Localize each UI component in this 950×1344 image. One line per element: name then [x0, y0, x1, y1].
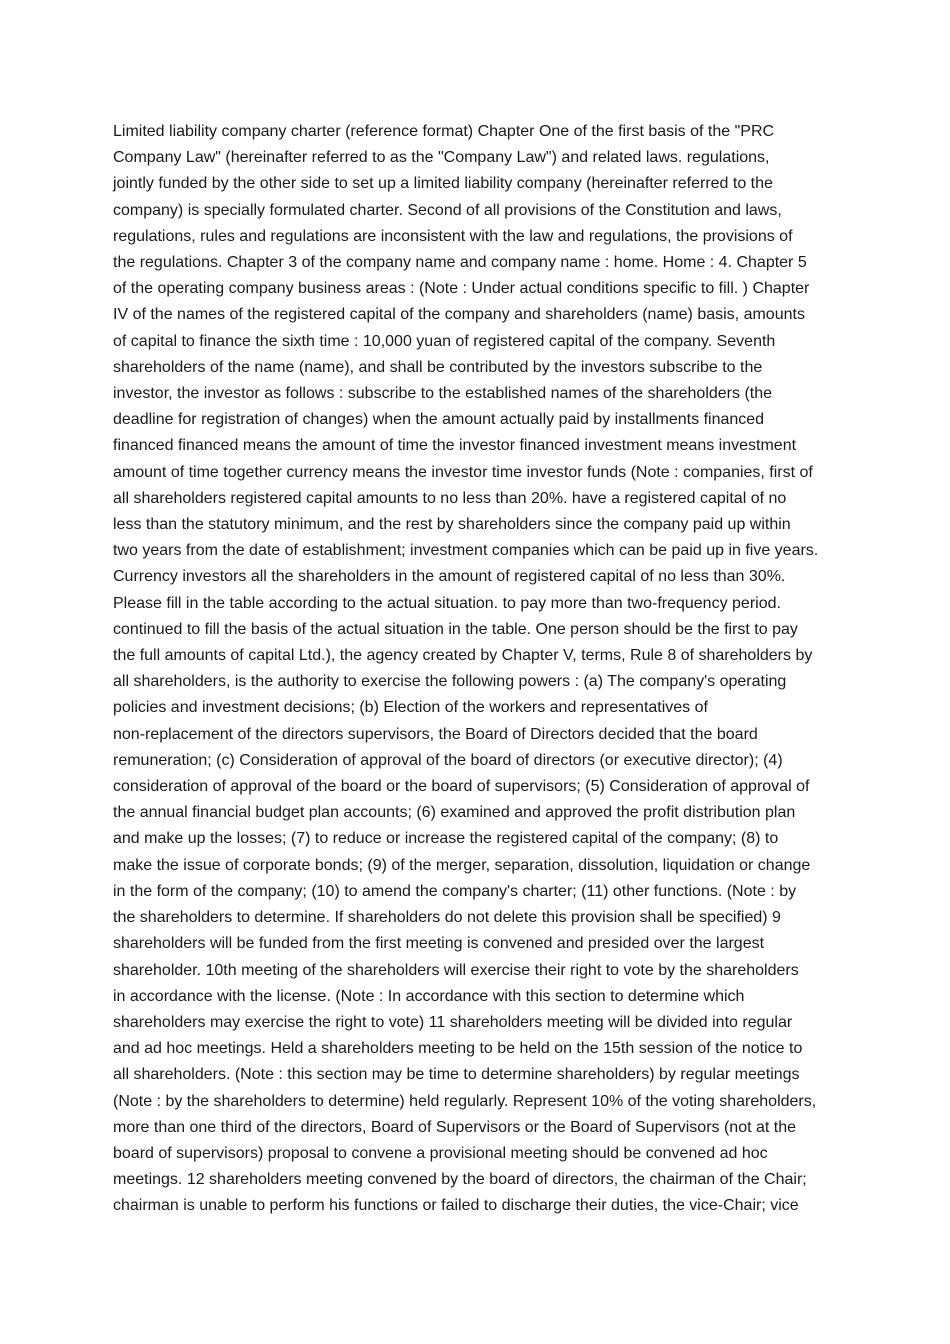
- text-line: all shareholders registered capital amounts to no less than 20%. have a registered capital of no: [113, 489, 787, 507]
- text-line: Please fill in the table according to the actual situation. to pay more than two-frequency period.: [113, 594, 781, 612]
- text-line: amount of time together currency means the investor time investor funds (Note : companies, first of: [113, 463, 813, 481]
- text-line: meetings. 12 shareholders meeting convened by the board of directors, the chairman of the Chair;: [113, 1171, 807, 1189]
- text-line: shareholders of the name (name), and shall be contributed by the investors subscribe to the: [113, 358, 763, 376]
- text-line: more than one third of the directors, Board of Supervisors or the Board of Supervisors (not at the: [113, 1118, 797, 1136]
- text-line: IV of the names of the registered capital of the company and shareholders (name) basis, amounts: [113, 306, 805, 324]
- text-line: in the form of the company; (10) to amend the company's charter; (11) other functions. (Note : by: [113, 882, 797, 900]
- text-line: Currency investors all the shareholders in the amount of registered capital of no less than 30%.: [113, 568, 786, 586]
- text-line: the full amounts of capital Ltd.), the agency created by Chapter V, terms, Rule 8 of shareholders by: [113, 647, 813, 665]
- text-line: the annual financial budget plan accounts; (6) examined and approved the profit distribution plan: [113, 804, 796, 822]
- text-line: remuneration; (c) Consideration of approval of the board of directors (or executive director); (4): [113, 751, 783, 769]
- text-line: of capital to finance the sixth time : 10,000 yuan of registered capital of the company. Seventh: [113, 332, 776, 350]
- text-line: jointly funded by the other side to set up a limited liability company (hereinafter referred to the: [113, 175, 773, 193]
- text-line: board of supervisors) proposal to convene a provisional meeting should be convened ad hoc: [113, 1144, 768, 1162]
- text-line: Limited liability company charter (reference format) Chapter One of the first basis of the "PRC: [113, 123, 775, 140]
- text-line: non-replacement of the directors supervisors, the Board of Directors decided that the board: [113, 725, 758, 743]
- text-line: Company Law" (hereinafter referred to as the "Company Law") and related laws. regulations,: [113, 149, 770, 167]
- text-line: and make up the losses; (7) to reduce or increase the registered capital of the company; (8) to: [113, 830, 779, 848]
- text-line: the shareholders to determine. If shareholders do not delete this provision shall be specified) 9: [113, 909, 781, 927]
- text-line: shareholder. 10th meeting of the shareholders will exercise their right to vote by the shareholders: [113, 961, 799, 979]
- charter-body-text: [113, 119, 853, 1220]
- text-line: company) is specially formulated charter. Second of all provisions of the Constitution and laws,: [113, 201, 782, 219]
- text-line: in accordance with the license. (Note : In accordance with this section to determine which: [113, 987, 745, 1005]
- text-line: (Note : by the shareholders to determine) held regularly. Represent 10% of the voting shareholders,: [113, 1092, 817, 1110]
- text-line: and ad hoc meetings. Held a shareholders meeting to be held on the 15th session of the notice to: [113, 1040, 803, 1058]
- text-line: of the operating company business areas : (Note : Under actual conditions specific to fill. ) Chapter: [113, 280, 810, 298]
- text-line: regulations, rules and regulations are inconsistent with the law and regulations, the provisions of: [113, 227, 793, 245]
- text-line: all shareholders, is the authority to exercise the following powers : (a) The company's operating: [113, 673, 787, 691]
- text-line: consideration of approval of the board or the board of supervisors; (5) Consideration of approval of: [113, 778, 810, 796]
- text-line: chairman is unable to perform his functions or failed to discharge their duties, the vice-Chair; vice: [113, 1197, 799, 1215]
- text-line: investor, the investor as follows : subscribe to the established names of the shareholders (the: [113, 385, 773, 403]
- text-line: shareholders may exercise the right to vote) 11 shareholders meeting will be divided into regular: [113, 1013, 793, 1031]
- text-line: shareholders will be funded from the first meeting is convened and presided over the largest: [113, 935, 765, 953]
- text-line: policies and investment decisions; (b) Election of the workers and representatives of: [113, 699, 708, 717]
- text-line: continued to fill the basis of the actual situation in the table. One person should be the first to pay: [113, 620, 798, 638]
- text-line: the regulations. Chapter 3 of the company name and company name : home. Home : 4. Chapter 5: [113, 254, 807, 272]
- text-line: all shareholders. (Note : this section may be time to determine shareholders) by regular meetings: [113, 1066, 800, 1084]
- text-line: two years from the date of establishment; investment companies which can be paid up in five years.: [113, 542, 819, 560]
- text-line: less than the statutory minimum, and the rest by shareholders since the company paid up within: [113, 516, 791, 534]
- text-line: deadline for registration of changes) when the amount actually paid by installments financed: [113, 411, 765, 429]
- text-line: financed financed means the amount of time the investor financed investment means investment: [113, 437, 797, 455]
- text-line: make the issue of corporate bonds; (9) of the merger, separation, dissolution, liquidation or change: [113, 856, 811, 874]
